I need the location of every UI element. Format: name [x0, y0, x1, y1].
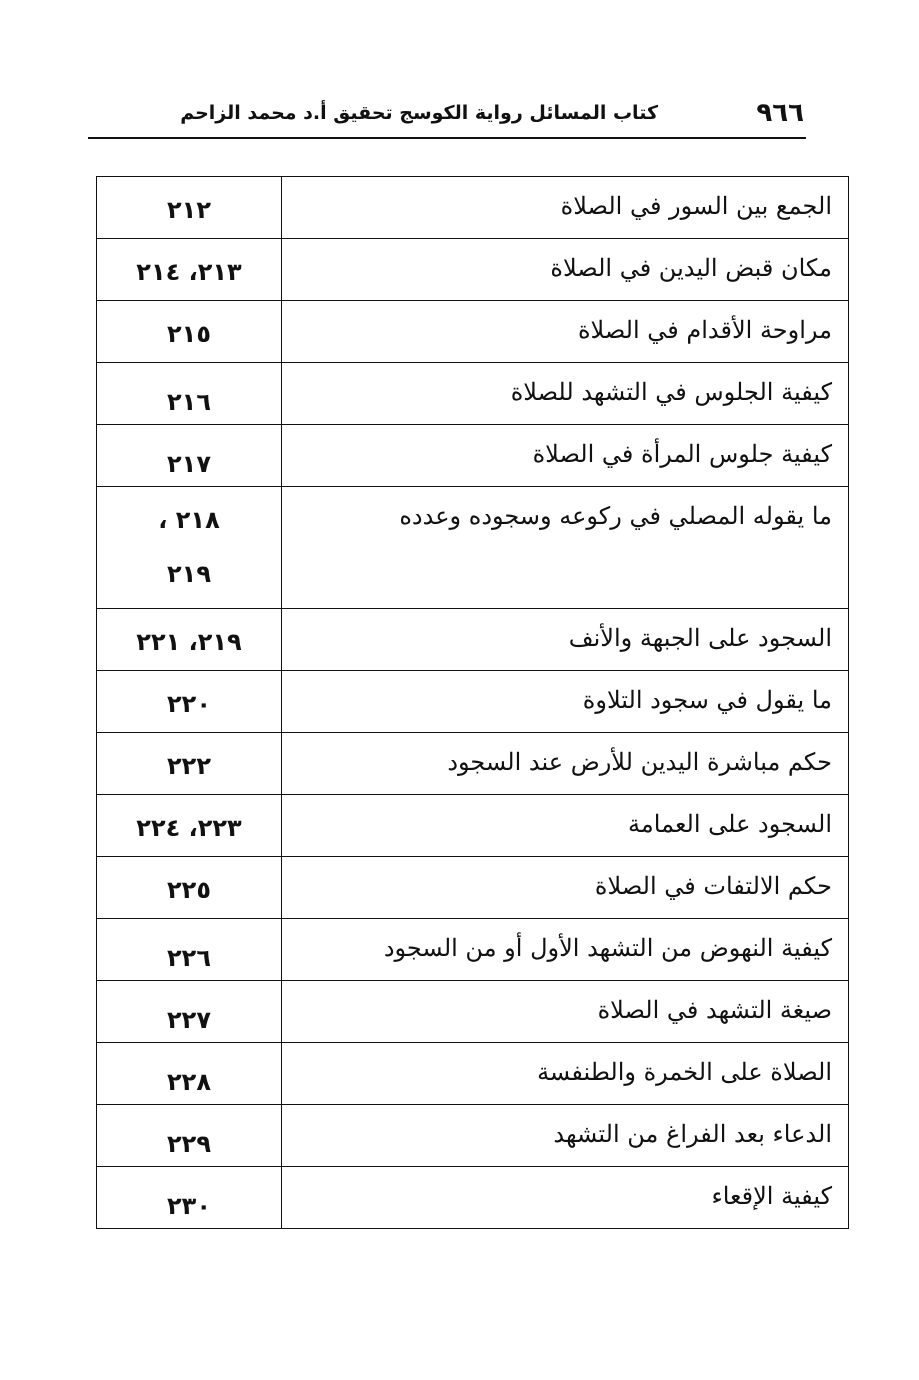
running-title: كتاب المسائل رواية الكوسج تحقيق أ.د محمد الزاحم — [180, 102, 658, 124]
pages-cell: ٢٢٢ — [97, 733, 282, 795]
topic-cell: مكان قبض اليدين في الصلاة — [282, 239, 849, 301]
topic-cell: السجود على الجبهة والأنف — [282, 609, 849, 671]
topic-cell: كيفية الإقعاء — [282, 1167, 849, 1229]
table-row — [97, 795, 849, 857]
table-row — [97, 981, 849, 1043]
pages-cell: ٢٢٠ — [97, 671, 282, 733]
topic-cell: الدعاء بعد الفراغ من التشهد — [282, 1105, 849, 1167]
page-header — [88, 96, 806, 136]
pages-cell: ٢٢٩ — [97, 1105, 282, 1167]
table-row — [97, 301, 849, 363]
pages-cell: ٢٢٧ — [97, 981, 282, 1043]
pages-cell: ٢١٢ — [97, 177, 282, 239]
table-row — [97, 425, 849, 487]
topic-cell: كيفية النهوض من التشهد الأول أو من السجود — [282, 919, 849, 981]
table-row — [97, 671, 849, 733]
pages-cell: ٢٣٠ — [97, 1167, 282, 1229]
pages-cell: ٢١٧ — [97, 425, 282, 487]
table-row — [97, 1043, 849, 1105]
topic-cell: ما يقول في سجود التلاوة — [282, 671, 849, 733]
topic-cell: مراوحة الأقدام في الصلاة — [282, 301, 849, 363]
topic-cell: كيفية جلوس المرأة في الصلاة — [282, 425, 849, 487]
index-table — [96, 176, 849, 1229]
table-row — [97, 1167, 849, 1229]
table-row — [97, 363, 849, 425]
topic-cell: السجود على العمامة — [282, 795, 849, 857]
topic-cell: الصلاة على الخمرة والطنفسة — [282, 1043, 849, 1105]
table-row — [97, 609, 849, 671]
pages-line-2: ٢١٩ — [167, 560, 211, 588]
topic-cell: حكم مباشرة اليدين للأرض عند السجود — [282, 733, 849, 795]
table-row — [97, 177, 849, 239]
page-number: ٩٦٦ — [756, 98, 804, 128]
table-row — [97, 857, 849, 919]
pages-cell: ٢٢٦ — [97, 919, 282, 981]
pages-cell — [97, 487, 282, 609]
topic-cell: الجمع بين السور في الصلاة — [282, 177, 849, 239]
pages-cell: ٢١٣، ٢١٤ — [97, 239, 282, 301]
topic-cell: ما يقوله المصلي في ركوعه وسجوده وعدده — [282, 487, 849, 609]
header-rule — [88, 137, 806, 139]
pages-cell: ٢١٦ — [97, 363, 282, 425]
topic-cell: صيغة التشهد في الصلاة — [282, 981, 849, 1043]
table-row — [97, 239, 849, 301]
topic-cell: كيفية الجلوس في التشهد للصلاة — [282, 363, 849, 425]
table-row — [97, 733, 849, 795]
table-row — [97, 919, 849, 981]
pages-line-1: ٢١٨ ، — [158, 506, 220, 534]
pages-cell: ٢٢٨ — [97, 1043, 282, 1105]
table-row — [97, 487, 849, 609]
pages-cell: ٢٢٣، ٢٢٤ — [97, 795, 282, 857]
pages-cell: ٢٢٥ — [97, 857, 282, 919]
pages-cell: ٢١٥ — [97, 301, 282, 363]
table-row — [97, 1105, 849, 1167]
pages-cell: ٢١٩، ٢٢١ — [97, 609, 282, 671]
topic-cell: حكم الالتفات في الصلاة — [282, 857, 849, 919]
